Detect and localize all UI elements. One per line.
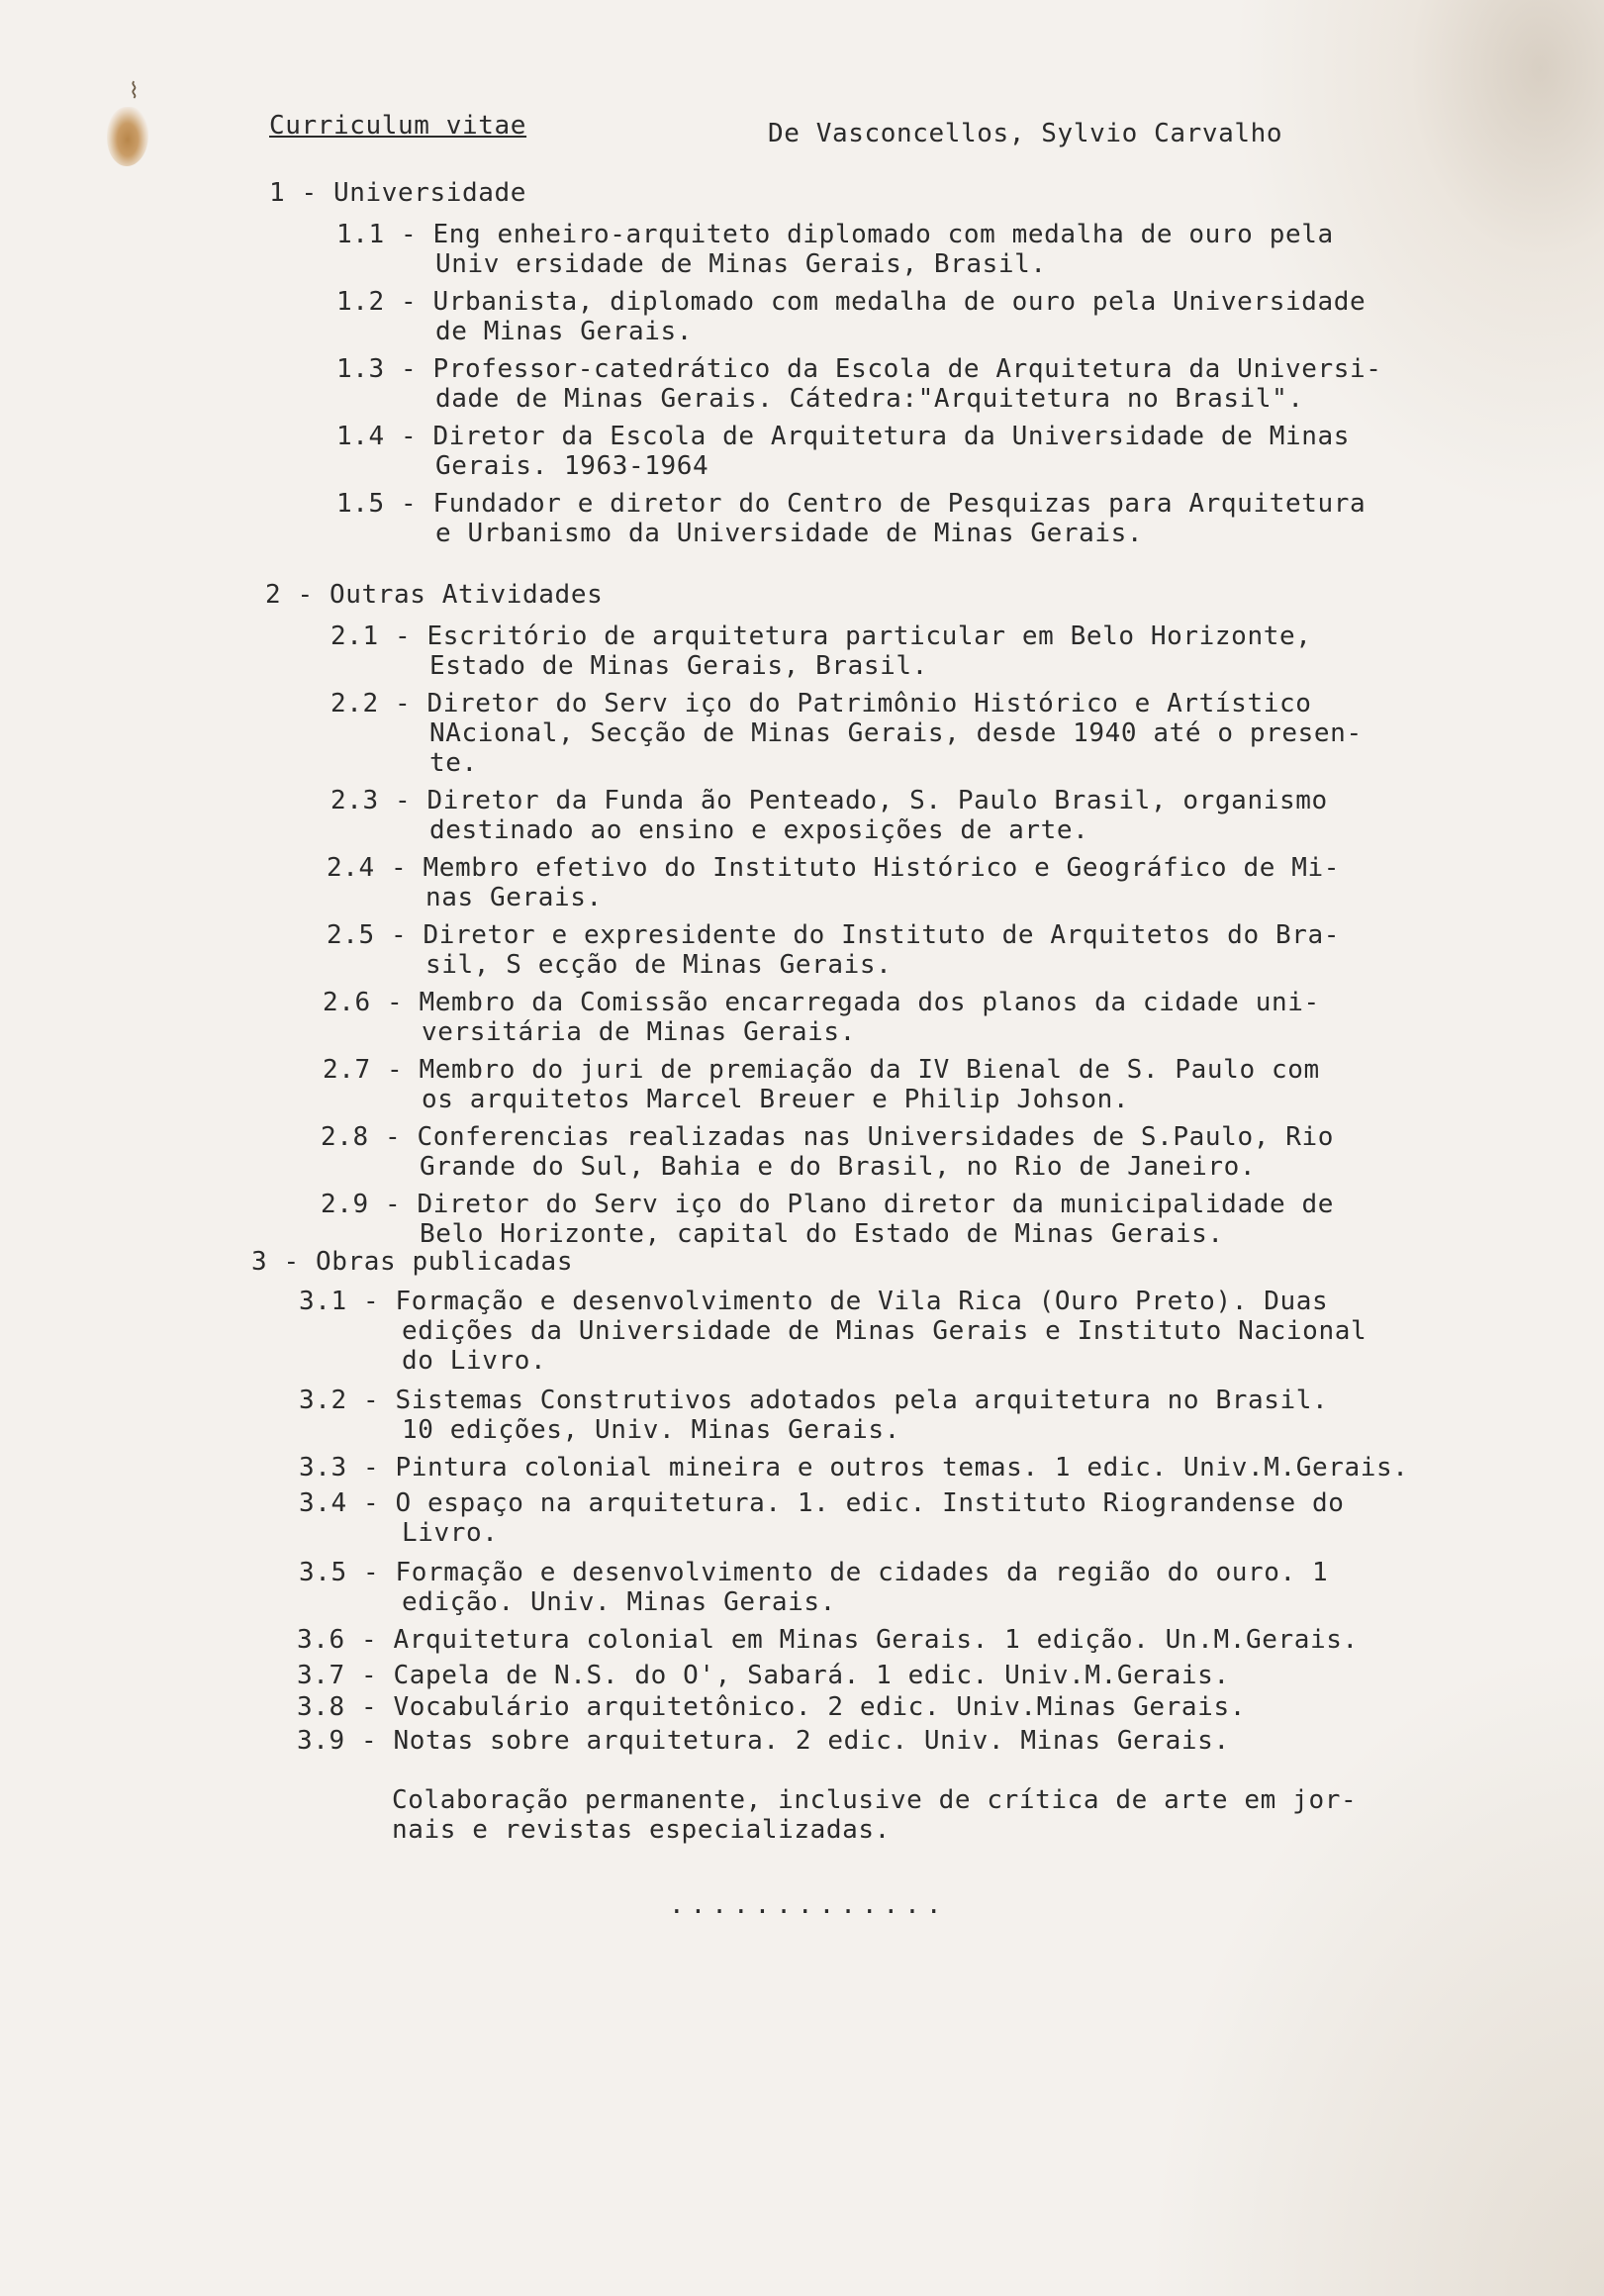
text-line: e Urbanismo da Universidade de Minas Gerais.	[435, 519, 1144, 548]
text-line: NAcional, Secção de Minas Gerais, desde 1940 até o presen-	[429, 718, 1363, 748]
text-line: Estado de Minas Gerais, Brasil.	[429, 651, 928, 681]
text-line: 1.2 - Urbanista, diplomado com medalha de ouro pela Universidade	[336, 287, 1367, 317]
text-line: 2.6 - Membro da Comissão encarregada dos planos da cidade uni-	[323, 988, 1320, 1017]
footer-dots: .............	[669, 1890, 948, 1920]
text-line: os arquitetos Marcel Breuer e Philip Johson.	[422, 1085, 1130, 1114]
text-line: 3.8 - Vocabulário arquitetônico. 2 edic. Univ.Minas Gerais.	[297, 1692, 1246, 1722]
text-line: 1.5 - Fundador e diretor do Centro de Pesquizas para Arquitetura	[336, 489, 1367, 519]
text-line: de Minas Gerais.	[435, 317, 694, 346]
text-line: 3.4 - O espaço na arquitetura. 1. edic. Instituto Riograndense do	[299, 1488, 1345, 1518]
text-line: 3.5 - Formação e desenvolvimento de cidades da região do ouro. 1	[299, 1558, 1329, 1587]
text-line: 2.9 - Diretor do Serv iço do Plano diretor da municipalidade de	[321, 1190, 1334, 1219]
pen-mark: ⌇	[129, 79, 140, 104]
text-line: 3.1 - Formação e desenvolvimento de Vila Rica (Ouro Preto). Duas	[299, 1287, 1329, 1316]
text-line: do Livro.	[402, 1346, 547, 1376]
text-line: 3.9 - Notas sobre arquitetura. 2 edic. Univ. Minas Gerais.	[297, 1726, 1230, 1756]
text-line: Colaboração permanente, inclusive de crítica de arte em jor-	[392, 1785, 1358, 1815]
text-line: 3.7 - Capela de N.S. do O', Sabará. 1 edic. Univ.M.Gerais.	[297, 1661, 1230, 1690]
text-line: 1.4 - Diretor da Escola de Arquitetura da Universidade de Minas	[336, 422, 1350, 451]
text-line: 1.1 - Eng enheiro-arquiteto diplomado com medalha de ouro pela	[336, 220, 1334, 249]
stain-mark	[107, 107, 148, 166]
text-line: 2.8 - Conferencias realizadas nas Universidades de S.Paulo, Rio	[321, 1122, 1334, 1152]
text-line: 2.1 - Escritório de arquitetura particular em Belo Horizonte,	[330, 622, 1312, 651]
text-line: Univ ersidade de Minas Gerais, Brasil.	[435, 249, 1047, 279]
text-line: te.	[429, 748, 478, 778]
doc-author: De Vasconcellos, Sylvio Carvalho	[768, 119, 1283, 148]
text-line: 10 edições, Univ. Minas Gerais.	[402, 1415, 900, 1445]
text-line: nais e revistas especializadas.	[392, 1815, 891, 1845]
text-line: 2.5 - Diretor e expresidente do Instituto de Arquitetos do Bra-	[327, 920, 1340, 950]
text-line: nas Gerais.	[425, 883, 603, 912]
text-line: edições da Universidade de Minas Gerais e Instituto Nacional	[402, 1316, 1368, 1346]
text-line: Livro.	[402, 1518, 499, 1548]
text-line: 1.3 - Professor-catedrático da Escola de Arquitetura da Universi-	[336, 354, 1382, 384]
text-line: 2.2 - Diretor do Serv iço do Patrimônio Histórico e Artístico	[330, 689, 1312, 718]
text-line: 3.2 - Sistemas Construtivos adotados pela arquitetura no Brasil.	[299, 1386, 1329, 1415]
text-line: 2.4 - Membro efetivo do Instituto Histórico e Geográfico de Mi-	[327, 853, 1340, 883]
text-line: Belo Horizonte, capital do Estado de Minas Gerais.	[420, 1219, 1224, 1249]
text-line: Grande do Sul, Bahia e do Brasil, no Rio de Janeiro.	[420, 1152, 1257, 1182]
text-line: 3.3 - Pintura colonial mineira e outros temas. 1 edic. Univ.M.Gerais.	[299, 1453, 1409, 1483]
text-line: versitária de Minas Gerais.	[422, 1017, 856, 1047]
text-line: 2.3 - Diretor da Funda ão Penteado, S. Paulo Brasil, organismo	[330, 786, 1328, 815]
text-line: sil, S ecção de Minas Gerais.	[425, 950, 893, 980]
text-line: 3.6 - Arquitetura colonial em Minas Gerais. 1 edição. Un.M.Gerais.	[297, 1625, 1359, 1655]
section-heading: 2 - Outras Atividades	[265, 580, 604, 610]
text-line: dade de Minas Gerais. Cátedra:"Arquitetura no Brasil".	[435, 384, 1304, 414]
text-line: destinado ao ensino e exposições de arte.	[429, 815, 1089, 845]
section-heading: 1 - Universidade	[269, 178, 527, 208]
text-line: 2.7 - Membro do juri de premiação da IV Bienal de S. Paulo com	[323, 1055, 1320, 1085]
text-line: edição. Univ. Minas Gerais.	[402, 1587, 836, 1617]
doc-title: Curriculum vitae	[269, 111, 527, 141]
text-line: Gerais. 1963-1964	[435, 451, 709, 481]
section-heading: 3 - Obras publicadas	[251, 1247, 574, 1277]
